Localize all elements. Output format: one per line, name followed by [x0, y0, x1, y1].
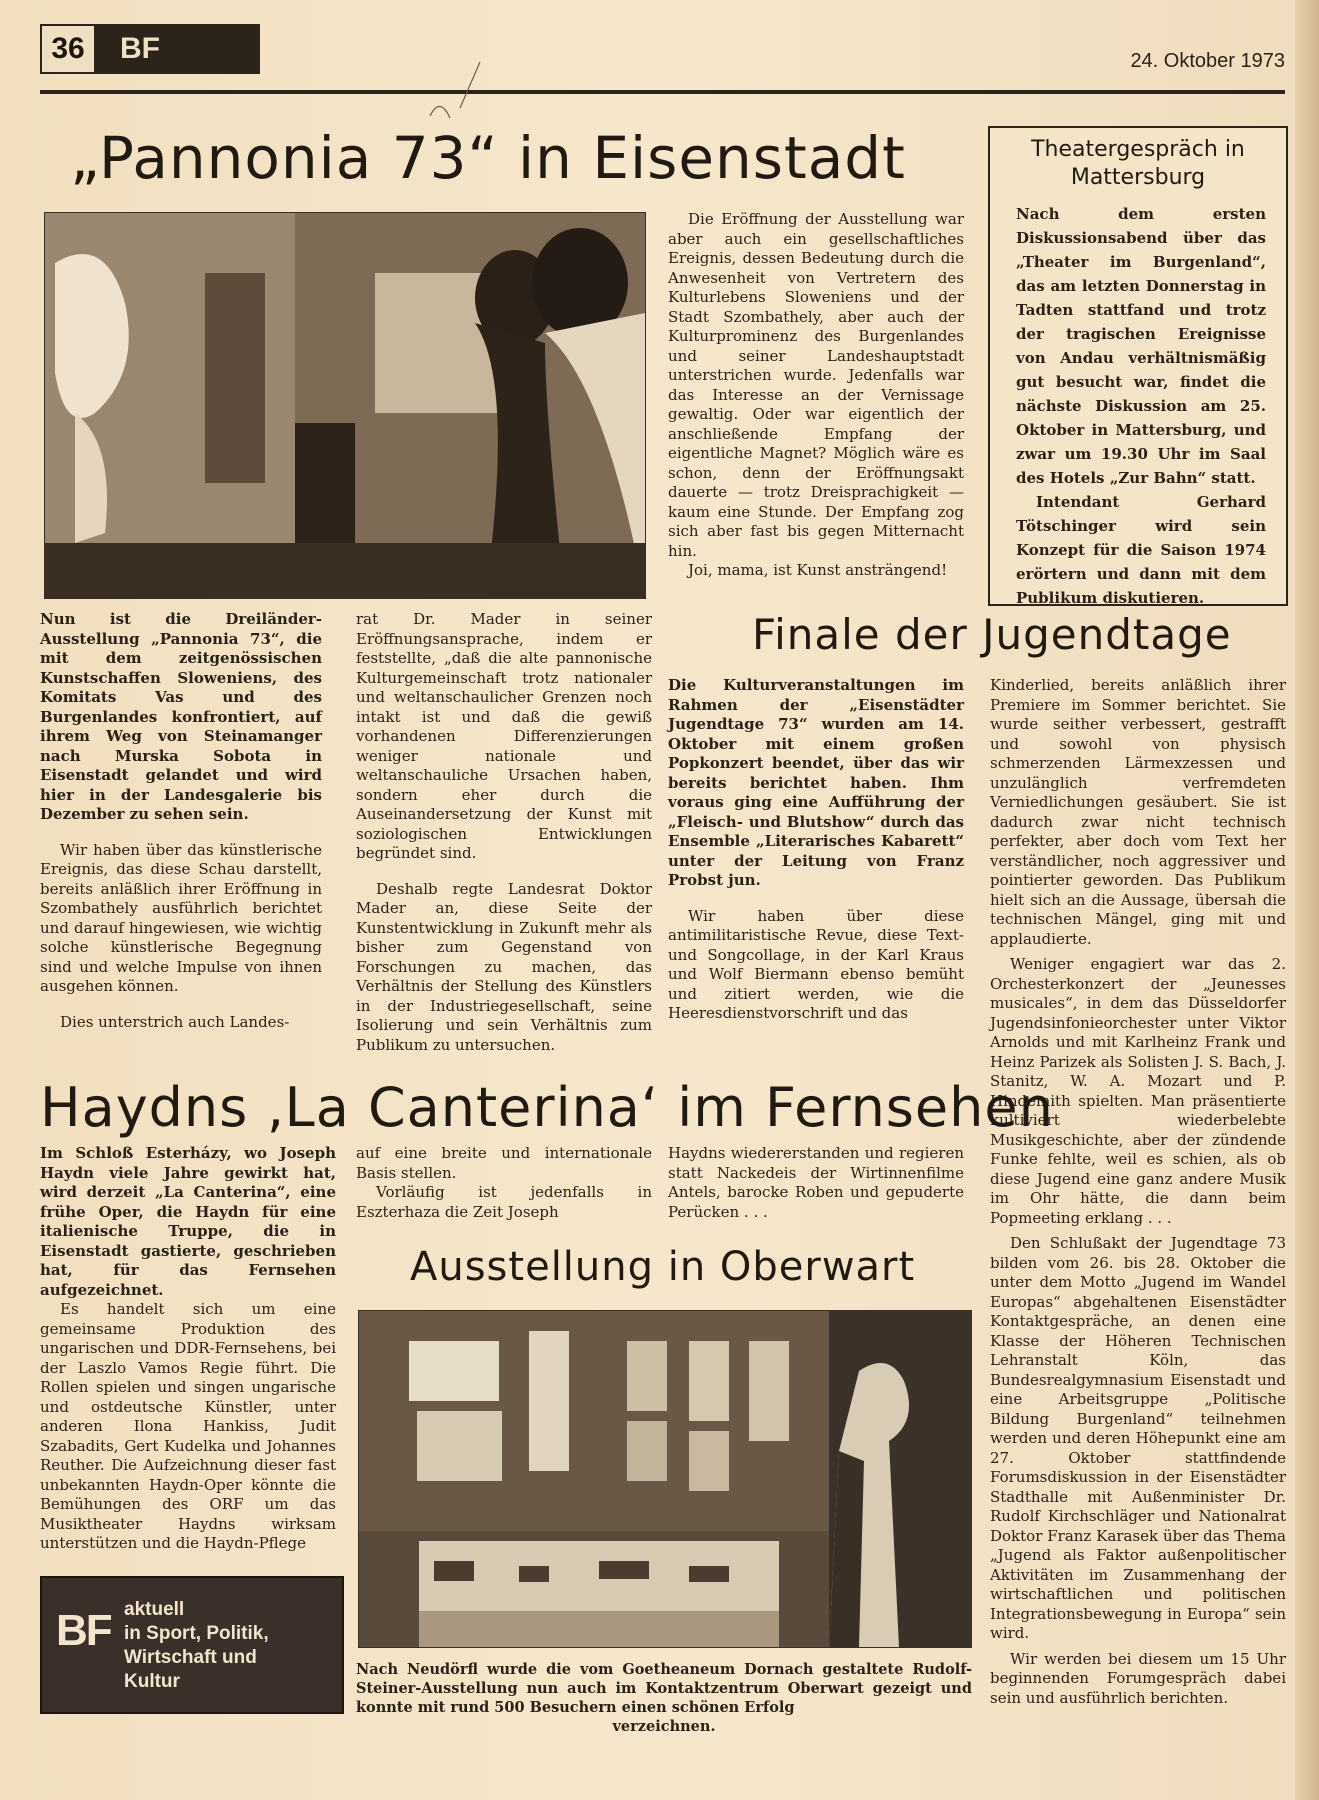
article3-col2: [356, 1144, 652, 1222]
article1-paragraph: Die Eröffnung der Ausstellung war aber auch ein gesellschaftliches Ereignis, dessen Bedeutung durch die Anwesenheit von Vertretern des Kulturlebens Sloweniens und der Stadt Szombathely, aber auch der Kulturprominenz des Burgenlandes und seiner Landeshauptstadt unterstrichen wurde. Jedenfalls war das Interesse an der Vernissage gewaltig. Oder war eigentlich der anschließende Empfang der eigentliche Magnet? Möglich wäre es schon, denn der Eröffnungsakt dauerte — trotz Dreisprachigkeit — kaum eine Stunde. Der Empfang zog sich aber fast bis gegen Mitternacht hin.: [668, 210, 964, 560]
photo-steiner-exhibition: [358, 1310, 972, 1648]
headline-jugendtage: Finale der Jugendtage: [752, 610, 1232, 659]
theater-title-line: Mattersburg: [1070, 165, 1206, 190]
bf-promo-box: [40, 1576, 344, 1714]
theater-title-line: Theatergespräch in: [1031, 137, 1245, 162]
article2-paragraph: Den Schlußakt der Jugendtage 73 bilden vom 26. bis 28. Oktober die unter dem Motto „Jugend im Wandel Europas“ abgehaltenen Eisenstädter Kontaktgespräche, an denen eine Klasse der Höheren Technischen Lehranstalt Köln, das Bundesrealgymnasium Eisenstadt und eine Arbeitsgruppe „Politische Bildung Burgenland“ teilnehmen werden und deren Höhepunkt eine am 27. Oktober stattfindende Forumsdiskussion in der Eisenstädter Stadthalle mit Außenminister Dr. Rudolf Kirchschläger und Nationalrat Doktor Franz Karasek über das Thema „Jugend als Faktor außenpolitischer Aktivitäten im Zusammenhang der wirtschaftlichen und politischen Integrationsbewegung in Europa“ sein wird.: [990, 1234, 1286, 1642]
article3-lead: Im Schloß Esterházy, wo Joseph Haydn viele Jahre gewirkt hat, wird derzeit „La Canterina“, eine frühe Oper, die Haydn für eine italienische Truppe, die in Eisenstadt gastierte, geschrieben hat, für das Fernsehen aufgezeichnet.: [40, 1144, 336, 1299]
article2-paragraph: Kinderlied, bereits anläßlich ihrer Premiere im Sommer berichtet. Sie wurde seither verbessert, gestrafft und sowohl von physisch schmerzenden Lärmexzessen und unzulänglich verfremdeten Verniedlichungen gesäubert. Sie ist dadurch zwar nicht technisch perfekter, aber doch vom Text her verständlicher, noch aggressiver und pointierter geworden. Das Publikum hielt sich an die Aussage, übersah die technischen Mängel, ging mit und applaudierte.: [990, 676, 1286, 948]
article2-paragraph: Wir werden bei diesem um 15 Uhr beginnenden Forumgespräch dabei sein und ausführlich berichten.: [990, 1649, 1286, 1707]
article1-lead: Nun ist die Dreiländer-Ausstellung „Pannonia 73“, die mit dem zeitgenössischen Kunstschaffen Sloweniens, des Komitats Vas und des Burgenlandes konfrontiert, auf ihrem Weg von Steinamanger nach Murska Sobota in Eisenstadt gelandet und wird hier in der Landesgalerie bis Dezember zu sehen sein.: [40, 610, 322, 823]
theater-notice-body: [1016, 202, 1266, 610]
promo-line: Kultur: [124, 1671, 180, 1692]
article2-lead: Die Kulturveranstaltungen im Rahmen der „Eisenstädter Jugendtage 73“ wurden am 14. Oktober mit einem großen Popkonzert beendet, über das wir bereits berichtet haben. Ihm voraus ging eine Aufführung der „Fleisch- und Blutshow“ durch das Ensemble „Literarisches Kabarett“ unter der Leitung von Franz Probst jun.: [668, 676, 964, 889]
article1-paragraph: Wir haben über das künstlerische Ereignis, das diese Schau darstellt, bereits anläßlich ihrer Eröffnung in Szombathely ausführlich berichtet und darauf hingewiesen, wie wichtig solche künstlerische Begegnung sind und welche Impulse von ihnen ausgehen können.: [40, 840, 322, 995]
promo-logo: BF: [56, 1606, 111, 1655]
caption-text: Nach Neudörfl wurde die vom Goetheaneum Dornach gestaltete Rudolf-Steiner-Ausstellung nun auch im Kontaktzentrum Oberwart gezeigt und konnte mit rund 500 Besuchern einen schönen Erfolg: [356, 1661, 972, 1716]
masthead-rule: [40, 90, 1285, 94]
article3-paragraph: Haydns wiedererstanden und regieren statt Nackedeis der Wirtinnenfilme Antels, barocke Roben und gepuderte Perücken . . .: [668, 1144, 964, 1221]
promo-line: Wirtschaft und: [124, 1647, 257, 1668]
headline-pannonia: „Pannonia 73“ in Eisenstadt: [70, 124, 906, 192]
article3-col1: [40, 1144, 336, 1554]
article2-col2: [990, 676, 1286, 1708]
photo-caption-oberwart: [356, 1660, 972, 1736]
masthead: [40, 24, 1285, 94]
article1-paragraph: Deshalb regte Landesrat Doktor Mader an, diese Seite der Kunstentwicklung in Zukunft mehr als bisher zum Gegenstand von Forschungen zu machen, das Verhältnis der Stellung des Künstlers in der Industriegesellschaft, seine Isolierung und sein Verhältnis zum Publikum zu untersuchen.: [356, 879, 652, 1054]
article3-paragraph: auf eine breite und internationale Basis stellen.: [356, 1144, 652, 1182]
photo-exhibition-visitors-image: [45, 213, 645, 598]
article1-col3: [668, 210, 964, 581]
page-number: 36: [42, 26, 96, 72]
promo-line: in Sport, Politik,: [124, 1623, 269, 1644]
issue-date: 24. Oktober 1973: [1130, 50, 1285, 72]
article3-paragraph: Es handelt sich um eine gemeinsame Produktion des ungarischen und DDR-Fernsehens, bei der Laszlo Vamos Regie führt. Die Rollen spielen und singen ungarische und ostdeutsche Künstler, unter anderen Ilona Hankiss, Judit Szabadits, Gert Kudelka und Johannes Reuther. Die Aufzeichnung dieser fast unbekannten Haydn-Oper könnte die Bemühungen des ORF um das Musiktheater Haydns wirksam unterstützen und die Haydn-Pflege: [40, 1300, 336, 1552]
article1-paragraph: Dies unterstrich auch Landes-: [60, 1012, 290, 1031]
promo-line: aktuell: [124, 1599, 185, 1620]
theater-notice-title: [990, 136, 1286, 192]
article1-col2: [356, 610, 652, 1055]
promo-text: [124, 1598, 334, 1694]
theater-notice-box: [988, 126, 1288, 606]
article1-col1: [40, 610, 322, 1032]
headline-oberwart: Ausstellung in Oberwart: [410, 1244, 916, 1290]
headline-canterina: Haydns ‚La Canterina‘ im Fernsehen: [40, 1076, 1054, 1139]
article3-paragraph: Vorläufig ist jedenfalls in Eszterhaza die Zeit Joseph: [356, 1183, 652, 1221]
brand-logo: BF: [120, 32, 160, 65]
article1-paragraph: rat Dr. Mader in seiner Eröffnungsansprache, indem er feststellte, „daß die alte pannonische Kulturgemeinschaft trotz nationaler und weltanschaulicher Grenzen noch intakt ist und daß die gewiß vorhandenen Differenzierungen weniger nationale und weltanschauliche Ursachen haben, sondern eher durch die Auseinandersetzung der Kunst mit soziologischen Entwicklungen begründet sind.: [356, 610, 652, 862]
article3-col3: [668, 1144, 964, 1222]
theater-paragraph: Intendant Gerhard Tötschinger wird sein Konzept für die Saison 1974 erörtern und dann mit dem Publikum diskutieren.: [1016, 493, 1266, 607]
article2-paragraph: Wir haben über diese antimilitaristische Revue, diese Text- und Songcollage, in der Karl Kraus und Wolf Biermann ebenso bemüht und zitiert werden, wie die Heeresdienstvorschrift und das: [668, 906, 964, 1022]
article2-paragraph: Weniger engagiert war das 2. Orchesterkonzert der „Jeunesses musicales“, in dem das Düsseldorfer Jugendsinfonieorchester unter Viktor Arnolds und mit Karlheinz Frank und Heinz Parizek als Solisten J. S. Bach, J. Stanitz, W. A. Mozart und P. Hindemith spielten. Man präsentierte kultiviert wiederbelebte Musikgeschichte, aber der zündende Funke fehlte, weil es schien, als ob diese Jugend eine ganz andere Musik im Ohr hätte, die dann beim Popmeeting erklang . . .: [990, 955, 1286, 1227]
masthead-badge: [40, 24, 260, 74]
photo-steiner-exhibition-image: [359, 1311, 971, 1647]
photo-exhibition-visitors: [44, 212, 646, 599]
article2-col1: [668, 676, 964, 1024]
article1-closing: Joi, mama, ist Kunst ansträngend!: [688, 561, 948, 579]
page-edge-shadow: [1295, 0, 1319, 1800]
theater-paragraph: Nach dem ersten Diskussionsabend über das „Theater im Burgenland“, das am letzten Donnerstag in Tadten stattfand und trotz der tragischen Ereignisse von Andau verhältnismäßig gut besucht war, findet die nächste Diskussion am 25. Oktober in Mattersburg, und zwar um 19.30 Uhr im Saal des Hotels „Zur Bahn“ statt.: [1016, 205, 1266, 487]
caption-text-end: verzeichnen.: [612, 1718, 716, 1735]
